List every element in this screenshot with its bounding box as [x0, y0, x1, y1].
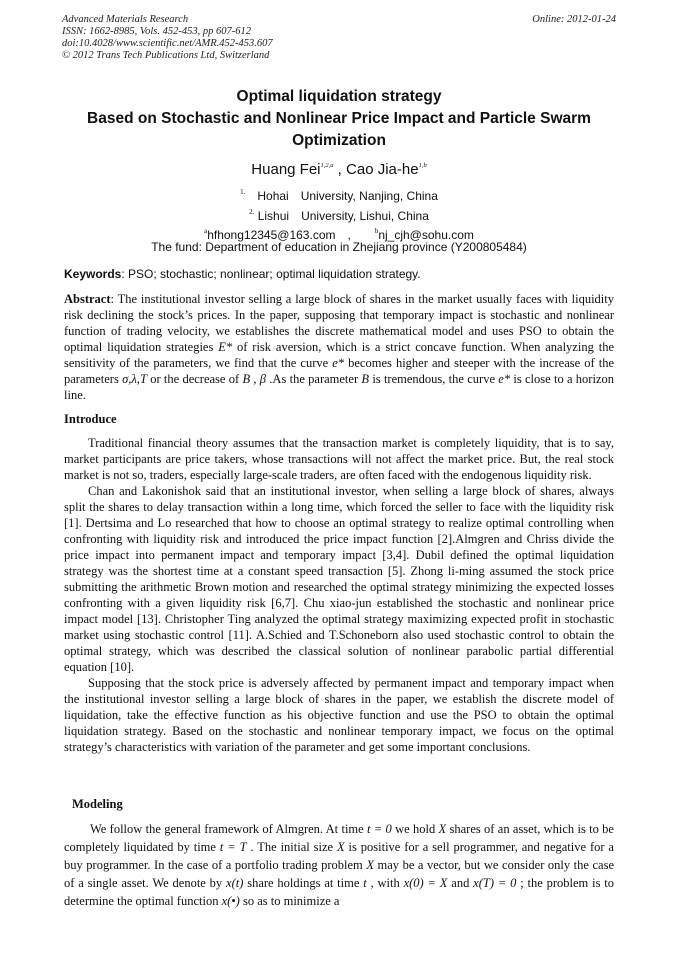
abstract-text: of risk aversion, which is a strict concave function. When analyzing the sensitivity of the parameters, we find that the curve	[64, 340, 614, 370]
author-1-name: Huang Fei	[251, 161, 321, 178]
math-symbol: B	[361, 372, 370, 386]
keywords-text: : PSO; stochastic; nonlinear; optimal liquidation strategy.	[121, 267, 421, 281]
email-a-marker: a	[204, 227, 208, 235]
modeling-text: is positive for a sell programmer, and negative for a buy programmer. In the case of a portfolio trading problem	[64, 840, 614, 872]
fund-line: The fund: Department of education in Zhejiang province (Y200805484)	[151, 240, 527, 254]
keywords-label: Keywords	[64, 267, 122, 281]
abstract-text: : The institutional investor selling a large block of shares in the market usually faces with liquidity risk declining the stock’s prices. In the paper, supposing that temporary impact is stochastic and nonlinear function of trading velocity, we establishes the discrete mathematical model and uses PSO to obtain the optimal liquidation strategies	[64, 292, 614, 354]
email-a: hfhong12345@163.com	[207, 228, 336, 242]
abstract-text: becomes higher and steeper with the increase of the parameters	[64, 356, 614, 386]
affiliation-1-number: 1.	[240, 188, 246, 196]
email-b: nj_cjh@sohu.com	[378, 228, 474, 242]
abstract-label: Abstract	[64, 292, 111, 306]
modeling-text: so as to minimize a	[239, 894, 340, 908]
abstract-text: .As the parameter	[266, 372, 362, 386]
modeling-text: may be a vector, but we consider only the case of a single asset. We denote by	[64, 858, 614, 890]
math-symbol: x(t)	[226, 876, 244, 890]
modeling-text: ; the problem is to determine the optimal function	[64, 876, 614, 908]
math-symbol: e*	[332, 356, 345, 370]
intro-paragraph-2: Chan and Lakonishok said that an institutional investor, when selling a large block of shares, always split the shares to delay transaction within a long time, which forced the seller to face with the liquidity risk [1]. Dertsima and Lo researched that how to choose an optimal strategy to realize optimal controlling when confronting with liquidity risk and introduced the price impact function [2].Almgren and Chriss divide the price impact into permanent impact and temporary impact [3,4]. Dubil defined the optimal liquidation strategy was the shortest time at a constant speed transaction [5]. Zhong li-ming assumed the stock price submitting the arithmetic Brown motion and researched the optimal strategy minimizing the expected losses confronting with a given liquidity risk [6,7]. Chu xiao-jun established the stochastic and nonlinear price impact model [13]. Christopher Ting analyzed the optimal strategy maximizing expected profit in stochastic market using stochastic control [11]. A.Schied and T.Schoneborn also used stochastic control to obtain the optimal strategy, which was described the classical solution of nonlinear parabolic partial differential equation [10].	[64, 484, 614, 674]
author-1-affil: 1,2,a	[320, 162, 334, 169]
section-heading-modeling: Modeling	[72, 797, 123, 811]
modeling-paragraph	[64, 820, 614, 910]
modeling-text: we hold	[391, 822, 439, 836]
doi-line: doi:10.4028/www.scientific.net/AMR.452-453.607	[62, 38, 273, 49]
author-2-affil: 1,b	[418, 162, 427, 169]
journal-header	[62, 14, 616, 62]
math-symbol: x(•)	[221, 894, 240, 908]
math-symbol: t = T	[219, 840, 247, 854]
math-symbol: B , β	[242, 372, 267, 386]
math-symbol: X	[336, 840, 345, 854]
math-symbol: t	[363, 876, 367, 890]
modeling-text: and	[447, 876, 474, 890]
math-symbol: x(0) = X	[403, 876, 448, 890]
abstract	[64, 291, 614, 403]
math-symbol: x(T) = 0	[473, 876, 517, 890]
abstract-text: is close to a horizon line.	[64, 372, 614, 402]
modeling-text: shares of an asset, which is to be completely liquidated by time	[64, 822, 614, 854]
intro-paragraph-3: Supposing that the stock price is adversely affected by permanent impact and temporary impact when the institutional investor selling a large block of shares in the paper, we establish the discrete model of liquidation, take the effective function as his objective function and use the PSO to obtain the optimal liquidation strategy. Based on the stochastic and nonlinear temporary impact, we focus on the optimal strategy’s characteristics with variation of the parameter and get some important conclusions.	[64, 676, 614, 754]
modeling-text: share holdings at time	[243, 876, 364, 890]
math-symbol: X	[438, 822, 447, 836]
math-symbol: X	[366, 858, 374, 872]
journal-name: Advanced Materials Research	[62, 14, 189, 25]
modeling-body	[64, 820, 614, 910]
math-symbol: t = 0	[367, 822, 392, 836]
paper-title	[40, 86, 638, 152]
email-separator: ,	[347, 228, 351, 242]
title-line-1: Optimal liquidation strategy	[236, 88, 442, 105]
math-symbol: e*	[498, 372, 511, 386]
modeling-text: . The initial size	[246, 840, 337, 854]
affiliation-2	[40, 204, 638, 224]
keywords	[64, 266, 614, 282]
affiliation-2-place: University, Lishui, China	[301, 209, 429, 223]
author-2-name: Cao Jia-he	[346, 161, 419, 178]
modeling-text: , with	[366, 876, 404, 890]
title-line-2: Based on Stochastic and Nonlinear Price Impact and Particle Swarm	[87, 110, 591, 127]
online-date: Online: 2012-01-24	[532, 14, 616, 25]
email-b-marker: b	[374, 227, 379, 235]
author-line	[40, 156, 638, 180]
section-heading-introduce: Introduce	[64, 412, 117, 426]
title-line-3: Optimization	[292, 132, 386, 149]
math-symbol: E*	[218, 340, 233, 354]
affiliation-1	[40, 184, 638, 204]
intro-paragraph-1: Traditional financial theory assumes that the transaction market is completely liquidity, that is to say, market participants are price takers, whose transactions will not affect the market price. But, the real stock market is not so, traders, especially large-scale traders, are often faced with the endogenous liquidity risk.	[64, 436, 614, 482]
issn-line: ISSN: 1662-8985, Vols. 452-453, pp 607-612	[62, 26, 251, 37]
affiliation-2-number: 2.	[249, 208, 255, 216]
author-separator: ,	[333, 161, 347, 178]
affiliation-1-institution: Hohai	[257, 189, 289, 203]
affiliation-1-place: University, Nanjing, China	[300, 189, 438, 203]
abstract-text: or the decrease of	[146, 372, 243, 386]
copyright-line: © 2012 Trans Tech Publications Ltd, Switzerland	[62, 50, 270, 61]
introduce-body	[64, 435, 614, 755]
abstract-text: is tremendous, the curve	[369, 372, 499, 386]
affiliation-2-institution: Lishui	[257, 209, 290, 223]
modeling-text: We follow the general framework of Almgren. At time	[90, 822, 367, 836]
math-symbol: σ,λ,T	[122, 372, 147, 386]
